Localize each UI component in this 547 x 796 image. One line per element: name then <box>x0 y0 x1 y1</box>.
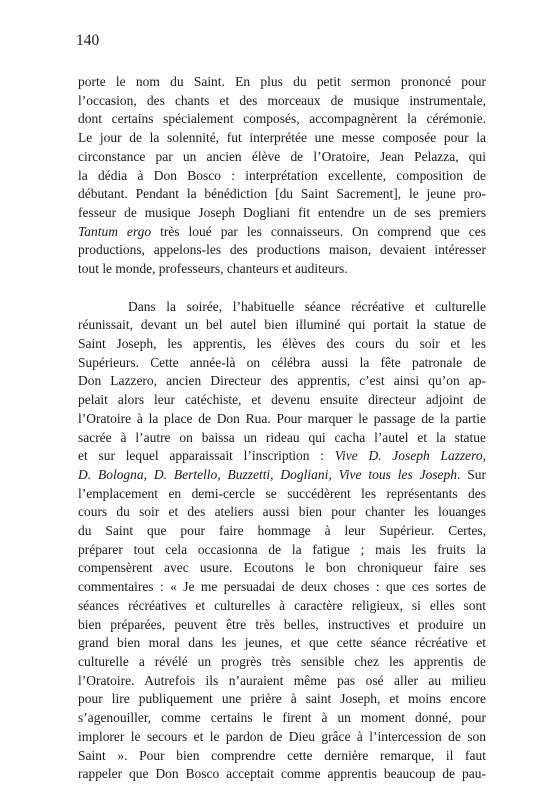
text-line: commentaires : « Je me persuadai de deux choses : que ces sortes de <box>78 579 486 595</box>
text-line: productions, appelons-les des productions maison, devaient intéresser <box>78 242 486 258</box>
text-line: circonstance par un ancien élève de l’Oratoire, Jean Pelazza, qui <box>78 148 486 164</box>
text-line: bien préparées, peuvent être très belles, instructives et produire un <box>78 616 486 632</box>
text-line: Le jour de la solennité, fut interprétée une messe composée pour la <box>78 130 486 146</box>
text-line: préparer tout cela occasionna de la fatigue ; mais les fruits la <box>78 541 486 557</box>
text-line: réunissait, devant un bel autel bien illuminé qui portait la statue de <box>78 317 486 333</box>
text-line: dont certains spécialement composés, accompagnèrent la cérémonie. <box>78 111 486 127</box>
text-line: pelait alors leur catéchiste, et devenu ensuite directeur adjoint de <box>78 392 486 408</box>
text-line: Dans la soirée, l’habituelle séance récréative et culturelle <box>128 298 486 314</box>
text-line: grand bien moral dans les jeunes, et que cette séance récréative et <box>78 635 486 651</box>
text-line: Saint Joseph, les apprentis, les élèves des cours du soir et les <box>78 335 486 351</box>
italic-text: Tantum ergo <box>78 223 152 239</box>
text-line: Saint ». Pour bien comprendre cette dernière remarque, il faut <box>78 747 486 763</box>
text-line: culturelle a révélé un progrès très sensible chez les apprentis de <box>78 654 486 670</box>
page-number: 140 <box>76 32 100 49</box>
text-line: débutant. Pendant la bénédiction [du Saint Sacrement], le jeune pro- <box>78 186 486 202</box>
text-line: sacrée à l’autre on baissa un rideau qui cacha l’autel et la statue <box>78 429 486 445</box>
text-line: Don Lazzero, ancien Directeur des apprentis, c’est ainsi qu’on ap- <box>78 373 486 389</box>
text-line: compensèrent avec usure. Ecoutons le bon chroniqueur faire ses <box>78 560 486 576</box>
text-line: et sur lequel apparaissait l’inscription : Vive D. Joseph Lazzero, <box>78 448 486 464</box>
text-line: pour lire publiquement une prière à saint Joseph, et moins encore <box>78 691 486 707</box>
text-line: du Saint que pour faire hommage à leur Supérieur. Certes, <box>78 523 486 539</box>
text-line: l’Oratoire à la place de Don Rua. Pour marquer le passage de la partie <box>78 410 486 426</box>
text-line: rappeler que Don Bosco acceptait comme apprentis beaucoup de pau- <box>78 766 486 782</box>
italic-text: Vive D. Joseph Lazzero, <box>334 448 486 464</box>
italic-text: D. Bologna, D. Bertello, Buzzetti, Dogliani, Vive tous les Joseph <box>78 466 458 482</box>
text-line: tout le monde, professeurs, chanteurs et auditeurs. <box>78 261 348 277</box>
text-line: la dédia à Don Bosco : interprétation excellente, composition de <box>78 167 486 183</box>
text-line: porte le nom du Saint. En plus du petit sermon prononcé pour <box>78 74 486 89</box>
text-line: fesseur de musique Joseph Dogliani fit entendre un de ses premiers <box>78 204 486 220</box>
text-line: Supérieurs. Cette année-là on célébra aussi la fête patronale de <box>78 354 486 370</box>
text-line: l’occasion, des chants et des morceaux de musique instrumentale, <box>78 92 486 108</box>
text-line: l’Oratoire. Autrefois ils n’auraient même pas osé aller au milieu <box>78 672 486 688</box>
text-line: D. Bologna, D. Bertello, Buzzetti, Dogliani, Vive tous les Joseph. Sur <box>78 466 486 482</box>
text-line: Tantum ergo très loué par les connaisseurs. On comprend que ces <box>78 223 486 239</box>
text-line: implorer le secours et le pardon de Dieu grâce à l’intercession de son <box>78 728 486 744</box>
text-line: séances récréatives et culturelles à caractère religieux, si elles sont <box>78 597 486 613</box>
text-line: cours du soir et des ateliers aussi bien pour chanter les louanges <box>78 504 486 520</box>
text-line: s’agenouiller, comme certains le firent à un moment donné, pour <box>78 710 486 726</box>
text-line: l’emplacement en demi-cercle se succédèrent les représentants des <box>78 485 486 501</box>
